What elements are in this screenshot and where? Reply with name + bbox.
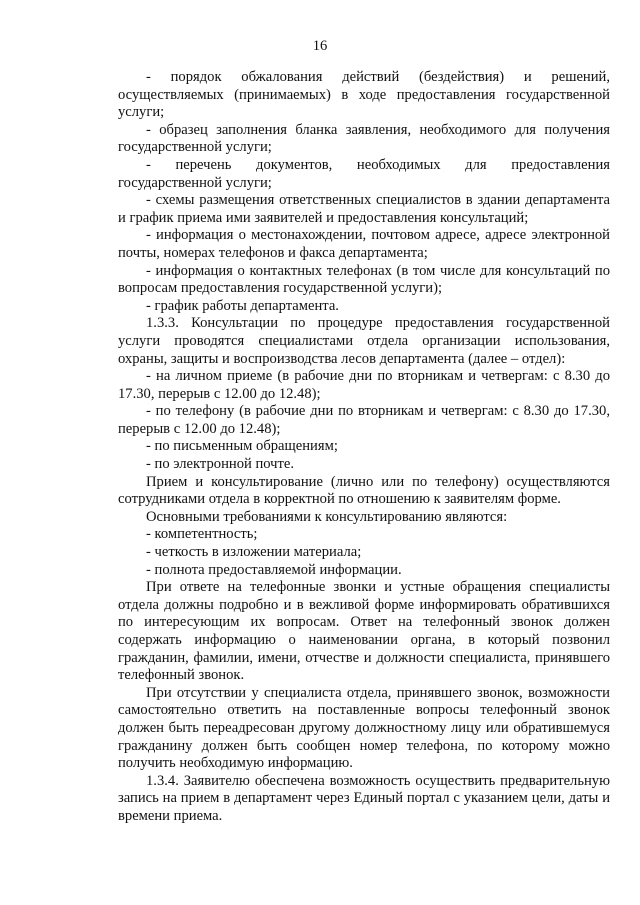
section-1-3-4-preregistration: 1.3.4. Заявителю обеспечена возможность осуществить предварительную запись на прием в департамент через Единый портал с указанием цели, даты и времени приема. bbox=[118, 772, 610, 824]
document-body bbox=[118, 69, 610, 826]
list-item-work-schedule: - график работы департамента. bbox=[146, 297, 339, 314]
page-number: 16 bbox=[312, 38, 328, 54]
list-item-competence: - компетентность; bbox=[146, 526, 258, 543]
list-item-completeness: - полнота предоставляемой информации. bbox=[146, 561, 402, 578]
list-item-application-form-sample: - образец заполнения бланка заявления, необходимого для получения государственной услуги; bbox=[118, 121, 610, 156]
list-item-contact-phones: - информация о контактных телефонах (в том числе для консультаций по вопросам предоставления государственной услуги); bbox=[118, 262, 610, 297]
section-1-3-3-consultations: 1.3.3. Консультации по процедуре предоставления государственной услуги проводятся специалистами отдела организации использования, охраны, защиты и воспроизводства лесов департамента (далее – отдел): bbox=[118, 315, 610, 367]
paragraph-requirements-intro: Основными требованиями к консультированию являются: bbox=[146, 508, 508, 525]
list-item-document-list: - перечень документов, необходимых для предоставления государственной услуги; bbox=[118, 156, 610, 191]
list-item-clarity: - четкость в изложении материала; bbox=[146, 544, 362, 561]
list-item-by-phone: - по телефону (в рабочие дни по вторникам и четвергам: с 8.30 до 17.30, перерыв с 12.00 до 12.48); bbox=[118, 403, 610, 437]
list-item-specialist-layout: - схемы размещения ответственных специалистов в здании департамента и график приема ими заявителей и предоставления консультаций; bbox=[118, 192, 610, 226]
list-item-written-requests: - по письменным обращениям; bbox=[146, 438, 338, 455]
list-item-email: - по электронной почте. bbox=[146, 456, 295, 473]
paragraph-call-redirect: При отсутствии у специалиста отдела, принявшего звонок, возможности самостоятельно ответить на поставленные вопросы телефонный звонок должен быть переадресован другому должностному лицу или обратившемуся гражданину должен быть сообщен номер телефона, по которому можно получить необходимую информацию. bbox=[118, 684, 610, 772]
list-item-appeal-procedure: - порядок обжалования действий (бездействия) и решений, осуществляемых (принимаемых) в ходе предоставления государственной услуги; bbox=[118, 69, 610, 121]
list-item-location-info: - информация о местонахождении, почтовом адресе, адресе электронной почты, номерах телефонов и факса департамента; bbox=[118, 227, 610, 261]
list-item-personal-reception: - на личном приеме (в рабочие дни по вторникам и четвергам: с 8.30 до 17.30, перерыв с 12.00 до 12.48); bbox=[118, 368, 610, 402]
paragraph-phone-answering: При ответе на телефонные звонки и устные обращения специалисты отдела должны подробно и в вежливой форме информировать обратившихся по интересующим их вопросам. Ответ на телефонный звонок должен содержать информацию о наименовании органа, в который позвонил гражданин, фамилии, имени, отчестве и должности специалиста, принявшего телефонный звонок. bbox=[118, 579, 610, 684]
paragraph-reception-consulting: Прием и консультирование (лично или по телефону) осуществляются сотрудниками отдела в корректной по отношению к заявителям форме. bbox=[118, 473, 610, 508]
